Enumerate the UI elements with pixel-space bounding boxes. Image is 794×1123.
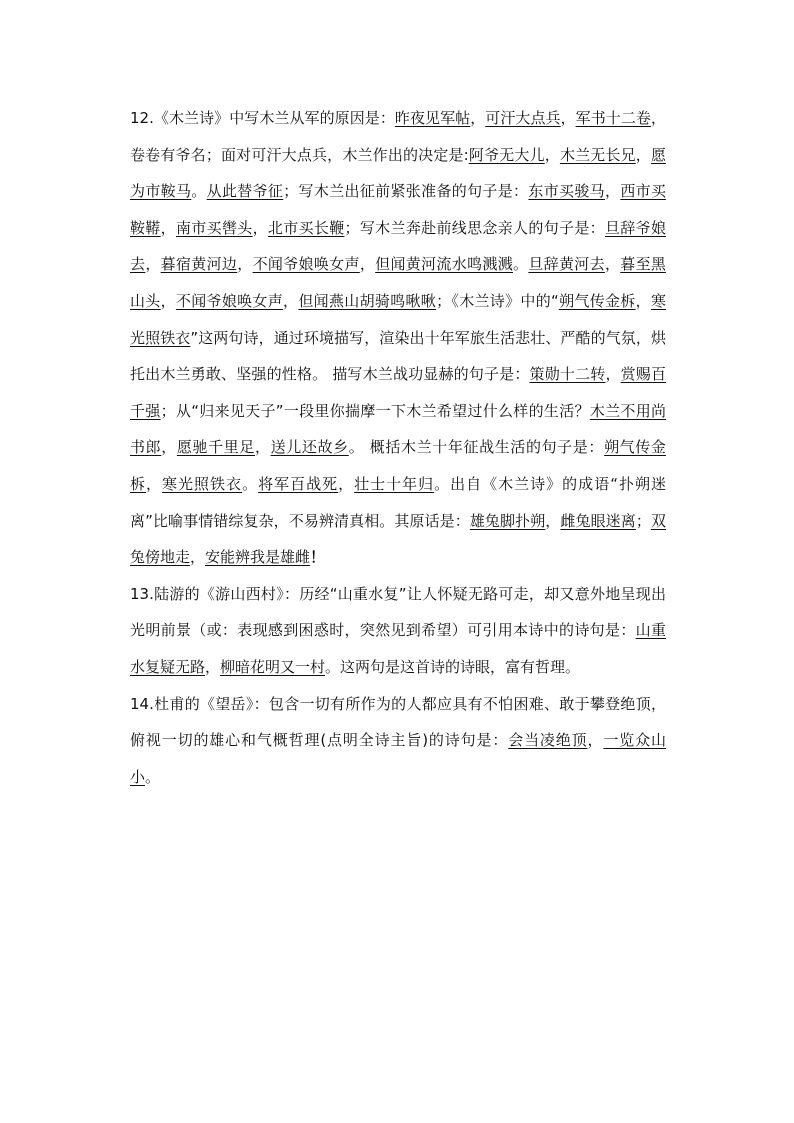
underlined-answer: 南市买辔头	[175, 218, 253, 237]
text-segment: ，	[587, 731, 604, 750]
underlined-answer: 朔气传金柝	[130, 438, 666, 493]
underlined-answer: 北市买长鞭	[267, 218, 345, 237]
document-body	[130, 100, 666, 795]
underlined-answer: 木兰不用尚书郎	[130, 401, 666, 457]
underlined-answer: 愿驰千里足	[176, 438, 255, 457]
underlined-answer: 安能辨我是雄雌	[205, 548, 311, 567]
text-segment: ，	[604, 182, 621, 201]
underlined-answer: 雄兔脚扑朔	[469, 511, 546, 530]
text-segment: 。	[513, 255, 529, 274]
underlined-answer: 寒光照铁衣	[130, 291, 666, 347]
text-segment: ，	[160, 218, 176, 237]
text-segment: ，	[338, 474, 355, 493]
underlined-answer: 木兰无长兄	[559, 145, 636, 164]
underlined-answer: 将军百战死	[258, 474, 339, 493]
text-segment: 12.《木兰诗》中写木兰从军的原因是：	[130, 109, 395, 127]
underlined-answer: 暮宿黄河边	[160, 255, 238, 274]
underlined-answer: 但闻燕山胡骑鸣啾啾	[298, 291, 437, 310]
underlined-answer: 策勋十二转	[529, 365, 606, 384]
underlined-answer: 阿爷无大儿	[468, 145, 545, 164]
underlined-answer: 朔气传金柝	[558, 291, 636, 310]
underlined-answer: 寒光照铁衣	[162, 474, 243, 493]
underlined-answer: 旦辞爷娘去	[130, 218, 666, 274]
text-segment: ，卷卷有爷名；面对可汗大点兵，木兰作出的决定是:	[130, 109, 666, 164]
underlined-answer: 双兔傍地走	[130, 511, 666, 567]
text-segment: ，	[254, 438, 271, 457]
text-segment: ，	[190, 548, 206, 567]
underlined-answer: 不闻爷娘唤女声	[252, 255, 360, 274]
text-segment: ，	[635, 291, 651, 310]
underlined-answer: 壮士十年归	[354, 474, 435, 493]
underlined-answer: 雌兔眼迷离	[560, 511, 636, 530]
underlined-answer: 送儿还故乡	[270, 438, 349, 457]
underlined-answer: 昨夜见军帖	[394, 109, 471, 127]
text-segment: ，	[145, 255, 161, 274]
paragraph-q14	[130, 686, 666, 796]
text-segment: 。	[242, 474, 259, 493]
paragraph-q12	[130, 100, 666, 576]
text-segment: ，	[544, 145, 560, 164]
text-segment: ；从“归来见天子”一段里你揣摩一下木兰希望过什么样的生活？	[160, 401, 590, 420]
text-segment: ，	[161, 438, 177, 457]
text-segment: ，	[359, 255, 376, 274]
text-segment: 13.陆游的《游山西村》：历经“山重水复”让人怀疑无路可走，却又意外地呈现出光明前景（或：表现感到困惑时，突然见到希望）可引用本诗中的诗句是：	[130, 584, 666, 640]
text-segment: ，	[252, 218, 268, 237]
underlined-answer: 暮至黑山头	[130, 255, 666, 310]
text-segment: ，	[205, 657, 221, 676]
text-segment: ，	[604, 255, 621, 274]
text-segment: 14.杜甫的《望岳》：包含一切有所作为的人都应具有不怕困难、敢于攀登绝顶，俯视一切的雄心和气概哲理(点明全诗主旨)的诗句是：	[130, 694, 666, 750]
text-segment: ，	[160, 291, 176, 310]
underlined-answer: 会当凌绝顶	[508, 731, 588, 750]
text-segment: ，	[237, 255, 253, 274]
text-segment: 。这两句是这首诗的诗眼，富有哲理。	[325, 657, 581, 676]
text-segment: ，	[560, 109, 576, 127]
text-segment: ，	[635, 145, 651, 164]
underlined-answer: 不闻爷娘唤女声	[175, 291, 284, 310]
text-segment: ，	[146, 474, 163, 493]
underlined-answer: 西市买鞍鞯	[130, 182, 666, 237]
text-segment: 。 概括木兰十年征战生活的句子是：	[348, 438, 605, 457]
text-segment: ；	[635, 511, 651, 530]
text-segment: ；写木兰出征前紧张准备的句子是：	[283, 182, 529, 201]
underlined-answer: 柳暗花明又一村	[220, 657, 326, 676]
text-segment: ”这两句诗，通过环境描写，渲染出十年军旅生活悲壮、严酷的气氛，烘托出木兰勇敢、坚强的性格。 描写木兰战功显赫的句子是：	[130, 328, 666, 384]
text-segment: 。	[191, 182, 207, 201]
text-segment: ，	[470, 109, 486, 127]
underlined-answer: 军书十二卷	[575, 109, 651, 127]
underlined-answer: 山重水复疑无路	[130, 621, 666, 676]
underlined-answer: 但闻黄河流水鸣溅溅	[375, 255, 514, 274]
text-segment: ；写木兰奔赴前线思念亲人的句子是：	[344, 218, 605, 237]
text-segment: ；《木兰诗》中的“	[436, 291, 559, 310]
underlined-answer: 一览众山小	[130, 731, 666, 786]
underlined-answer: 旦辞黄河去	[528, 255, 605, 274]
text-segment: ！	[310, 548, 326, 567]
text-segment: 。出自《木兰诗》的成语“扑朔迷离”比喻事情错综复杂，不易辨清真相。其原话是：	[130, 474, 666, 530]
text-segment: 。	[145, 767, 161, 786]
underlined-answer: 愿为市鞍马	[130, 145, 666, 201]
paragraph-q13	[130, 576, 666, 686]
underlined-answer: 东市买骏马	[528, 182, 605, 201]
underlined-answer: 赏赐百千强	[130, 365, 666, 420]
text-segment: ，	[545, 511, 561, 530]
text-segment: ，	[605, 365, 621, 384]
text-segment: ，	[283, 291, 299, 310]
underlined-answer: 从此替爷征	[206, 182, 284, 201]
underlined-answer: 可汗大点兵	[485, 109, 561, 127]
